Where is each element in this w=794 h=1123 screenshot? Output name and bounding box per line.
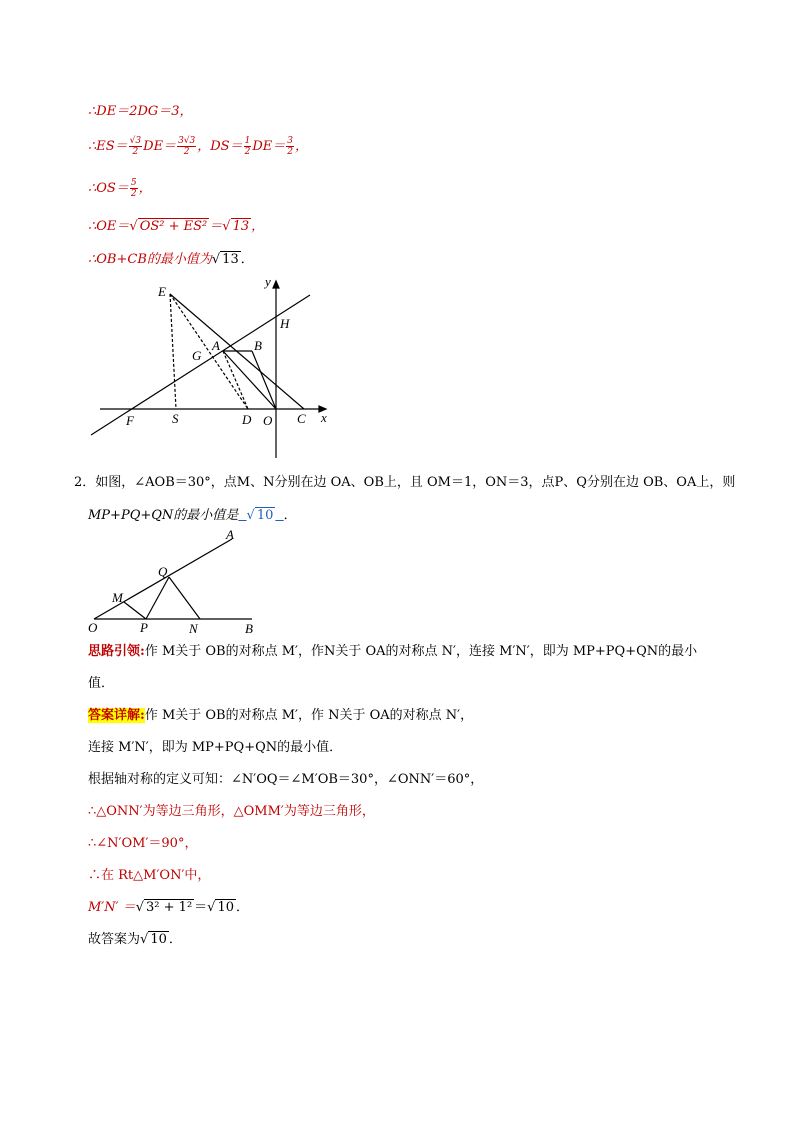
- label-n: N: [189, 621, 198, 636]
- solution-line-6: ∴在 Rt△M′ON′中，: [88, 868, 211, 883]
- hint-line-1: 思路引领:作 M关于 OB的对称点 M′，作N关于 OA的对称点 N′，连接 M′N′，即为 MP+PQ+QN的最小: [88, 644, 698, 659]
- fraction: $\frac{5}{2}$: [130, 178, 137, 199]
- label-a2: A: [226, 527, 234, 542]
- fraction: $\frac{3√3}{2}$: [178, 136, 196, 157]
- answer-blank: √ 10: [246, 508, 274, 523]
- top-line-3: ∴OS＝ $\frac{5}{2}$ ，: [88, 178, 152, 199]
- label-a: A: [212, 338, 220, 353]
- fraction: $\frac{√3}{2}$: [129, 136, 142, 157]
- top-line-2: ∴ES＝ $\frac{√3}{2}$ DE＝ $\frac{3√3}{2}$ ，DS＝ $\frac{1}{2}$ DE＝ $\frac{3}{2}$ ，: [88, 136, 308, 157]
- label-b2: B: [245, 621, 253, 636]
- square-root: √ 10: [207, 900, 235, 915]
- label-c: C: [297, 411, 306, 426]
- y-axis-arrow: [273, 281, 279, 288]
- solution-line-7: M′N′ ＝√ 3² + 1² ＝√ 10 ．: [88, 900, 250, 915]
- segment-bo: [252, 351, 276, 409]
- fraction: $\frac{3}{2}$: [287, 136, 293, 157]
- label-b: B: [254, 338, 262, 353]
- top-line-5: ∴OB+CB的最小值为√ 13 ．: [88, 252, 254, 267]
- dashed-ad: [223, 351, 248, 409]
- segment-ao: [223, 351, 276, 409]
- solution-line-5: ∴∠N′OM′＝90°，: [88, 836, 198, 851]
- label-d: D: [242, 412, 252, 427]
- solution-line-4: ∴△ONN′为等边三角形，△OMM′为等边三角形，: [88, 804, 375, 819]
- label-o: O: [263, 413, 273, 428]
- label-g: G: [192, 348, 202, 363]
- label-h: H: [280, 316, 290, 331]
- problem-2-line-1: 2．如图，∠AOB＝30°，点M、N分别在边 OA、OB上，且 OM＝1，ON＝3，点P、Q分别在边 OB、OA上，则: [74, 475, 736, 490]
- solution-tag: 答案详解:: [88, 708, 145, 723]
- fraction: $\frac{1}{2}$: [244, 136, 251, 157]
- label-e: E: [158, 284, 166, 299]
- square-root: √ 3² + 1²: [135, 900, 193, 915]
- label-s: S: [172, 411, 179, 426]
- solution-line-1: 答案详解:作 M关于 OB的对称点 M′，作 N关于 OA的对称点 N′，: [88, 708, 474, 723]
- label-y: y: [265, 278, 271, 289]
- label-q: Q: [158, 564, 168, 579]
- square-root: √ 10: [140, 932, 167, 947]
- top-line-4: ∴OE＝√ OS² + ES² ＝√ 13 ，: [88, 219, 265, 234]
- segment-qn: [169, 577, 200, 619]
- line-fah: [91, 295, 310, 435]
- top-line-1: ∴DE＝2DG＝3，: [88, 104, 193, 119]
- square-root: √ 13: [211, 252, 239, 267]
- hint-line-2: 值．: [88, 676, 115, 691]
- figure-coordinate-diagram: [86, 278, 346, 458]
- square-root: √ 13: [222, 219, 250, 234]
- solution-line-2: 连接 M′N′，即为 MP+PQ+QN的最小值．: [88, 740, 343, 755]
- segment-pq: [146, 577, 169, 619]
- solution-line-3: 根据轴对称的定义可知：∠N′OQ＝∠M′OB＝30°，∠ONN′＝60°，: [88, 772, 484, 787]
- solution-line-8: 故答案为√ 10 ．: [88, 932, 182, 947]
- dashed-es: [170, 294, 176, 409]
- label-o2: O: [88, 620, 98, 635]
- hint-tag: 思路引领:: [88, 644, 145, 659]
- label-x: x: [321, 410, 327, 425]
- problem-2-line-2: MP+PQ+QN的最小值是 √ 10 ．: [88, 508, 297, 523]
- ray-oa: [94, 539, 232, 619]
- square-root: √ OS² + ES²: [129, 219, 208, 234]
- label-p: P: [140, 620, 148, 635]
- segment-mp: [124, 602, 146, 619]
- label-m: M: [112, 590, 123, 605]
- figure-angle-diagram: [84, 527, 274, 637]
- label-f: F: [126, 413, 134, 428]
